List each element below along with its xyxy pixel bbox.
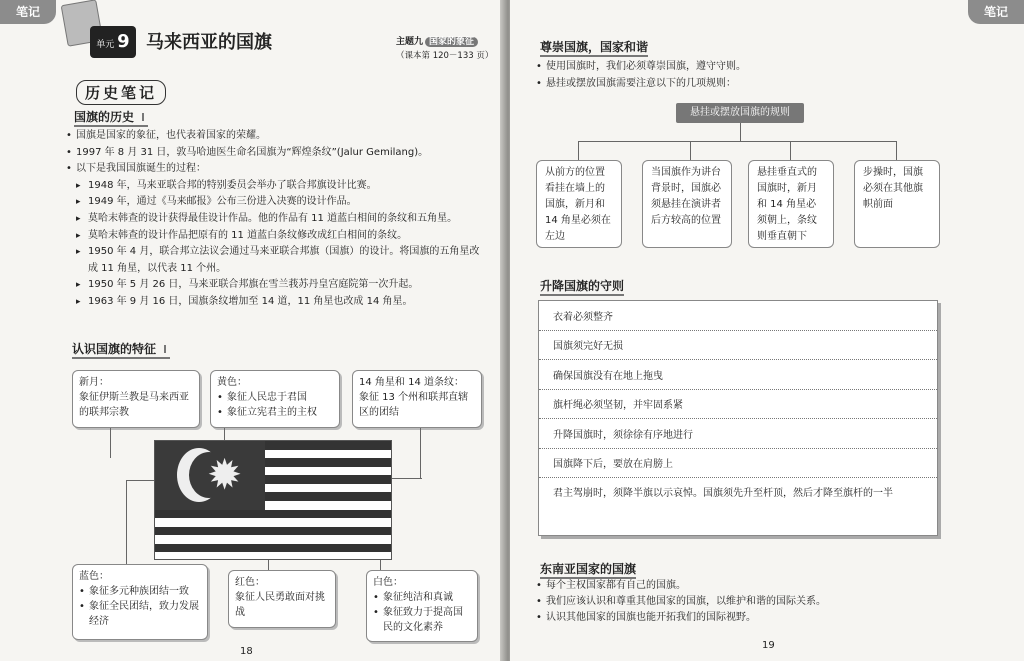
list-item: 衣着必须整齐: [539, 301, 937, 331]
box-text: 象征 13 个州和联邦直辖区的团结: [359, 392, 469, 418]
star-icon: ✹: [207, 450, 243, 499]
unit-badge: [90, 26, 136, 58]
notes-tab-right: 笔记: [968, 0, 1024, 24]
connector-line: [690, 141, 691, 160]
section-raising: 升降国旗的守则: [540, 277, 624, 296]
page-number-right: 19: [762, 640, 775, 651]
list-item: • 悬挂或摆放国旗需要注意以下的几项规则：: [536, 75, 936, 92]
box-text: 象征伊斯兰教是马来西亚的联邦宗教: [79, 392, 189, 418]
list-item: 君主驾崩时，须降半旗以示哀悼。国旗须先升至杆顶，然后才降至旗杆的一半: [553, 487, 893, 499]
flag-stripe: [155, 510, 391, 519]
connector-line: [420, 428, 421, 478]
list-item: ▸ 1950 年 4 月，联合邦立法议会通过马来亚联合邦旗（国旗）的设计。将国旗的五角星改成 11 角星，以代表 11 个州。: [66, 244, 486, 277]
unit-number: 9: [117, 31, 130, 52]
malaysia-flag: [154, 440, 392, 560]
list-item: ▸ 莫哈末韩查的设计作品把原有的 11 道蓝白条纹修改成红白相间的条纹。: [66, 228, 486, 245]
connector-line: [578, 141, 896, 142]
theme-info: [396, 34, 494, 61]
unit-title: 马来西亚的国旗: [146, 32, 272, 53]
history-notes-title: 历史笔记: [76, 80, 166, 105]
theme-label: 主题九: [396, 37, 424, 47]
list-item: • 象征立宪君主的主权: [217, 405, 333, 420]
list-item: • 象征全民团结，致力发展经济: [79, 599, 201, 629]
left-page: [0, 0, 506, 661]
flag-stripe: [155, 544, 391, 553]
box-title: 蓝色：: [79, 571, 109, 582]
connector-line: [740, 123, 741, 141]
connector-line: [790, 141, 791, 160]
asean-list: [536, 578, 956, 626]
connector-line: [126, 480, 127, 564]
list-item: • 象征多元种族团结一致: [79, 584, 201, 599]
white-box: [366, 570, 478, 642]
connector-line: [896, 141, 897, 160]
list-item: ▸ 1949 年，通过《马来邮报》公布三份进入决赛的设计作品。: [66, 194, 486, 211]
box-title: 新月：: [79, 377, 109, 388]
box-title: 红色：: [235, 577, 265, 588]
box-title: 黄色：: [217, 377, 247, 388]
rule-box: 步操时，国旗必须在其他旗帜前面: [854, 160, 940, 248]
connector-line: [380, 560, 381, 570]
section-asean: 东南亚国家的国旗: [540, 560, 636, 579]
list-item: • 每个主权国家都有自己的国旗。: [536, 578, 956, 594]
star-stripes-box: [352, 370, 482, 428]
section-respect: 尊崇国旗，国家和谐: [540, 38, 648, 57]
theme-tag: 国家的象征: [425, 37, 478, 47]
list-item: 国旗降下后，要放在肩膀上: [539, 449, 937, 479]
blue-box: [72, 564, 208, 640]
list-item: ▸ 莫哈末韩查的设计获得最佳设计作品。他的作品有 11 道蓝白相间的条纹和五角星。: [66, 211, 486, 228]
connector-line: [110, 428, 111, 458]
list-item: ▸ 1963 年 9 月 16 日，国旗条纹增加至 14 道，11 角星也改成 14 角星。: [66, 294, 486, 311]
list-item: • 1997 年 8 月 31 日，敦马哈迪医生命名国旗为“辉煌条纹”(Jalur Gemilang)。: [66, 145, 486, 162]
rule-box: 当国旗作为讲台背景时，国旗必须悬挂在演讲者后方较高的位置: [642, 160, 732, 248]
rule-box: 悬挂垂直式的国旗时，新月和 14 角星必须朝上，条纹则垂直朝下: [748, 160, 834, 248]
list-item: ▸ 1948 年，马来亚联合邦的特别委员会举办了联合邦旗设计比赛。: [66, 178, 486, 195]
list-item: 确保国旗没有在地上拖曳: [539, 360, 937, 390]
flag-stripe: [155, 527, 391, 536]
red-box: [228, 570, 336, 628]
crescent-moon-box: [72, 370, 200, 428]
box-text: 象征人民勇敢面对挑战: [235, 592, 325, 618]
list-item: • 认识其他国家的国旗也能开拓我们的国际视野。: [536, 610, 956, 626]
list-item: 国旗须完好无损: [539, 331, 937, 361]
connector-line: [268, 560, 269, 570]
box-title: 14 角星和 14 道条纹：: [359, 377, 464, 388]
connector-line: [126, 480, 154, 481]
flag-canton: [155, 441, 265, 510]
textbook-reference: （课本第 120－133 页）: [396, 51, 494, 61]
list-item: ▸ 1950 年 5 月 26 日，马来亚联合邦旗在雪兰莪苏丹皇宫庭院第一次升起。: [66, 277, 486, 294]
history-list: [66, 128, 486, 311]
list-item: • 国旗是国家的象征，也代表着国家的荣耀。: [66, 128, 486, 145]
connector-line: [578, 141, 579, 160]
list-item: 旗杆绳必须坚韧，并牢固系紧: [539, 390, 937, 420]
raising-rules-box: [538, 300, 938, 536]
notes-tab-left: 笔记: [0, 0, 56, 24]
section-flag-history: 国旗的历史: [74, 108, 148, 127]
respect-list: [536, 58, 936, 92]
unit-label: 单元: [96, 40, 115, 50]
list-item: 升降国旗时，须徐徐有序地进行: [539, 419, 937, 449]
list-item: • 我们应该认识和尊重其他国家的国旗，以维护和谐的国际关系。: [536, 594, 956, 610]
list-item: • 以下是我国国旗诞生的过程：: [66, 161, 486, 178]
section-flag-features: 认识国旗的特征: [72, 340, 170, 359]
list-item: • 象征人民忠于君国: [217, 390, 333, 405]
box-title: 白色：: [373, 577, 403, 588]
page-number-left: 18: [240, 646, 253, 657]
rule-banner: 悬挂或摆放国旗的规则: [676, 103, 804, 123]
list-item: • 象征致力于提高国民的文化素养: [373, 605, 471, 635]
list-item: • 象征纯洁和真诚: [373, 590, 471, 605]
rule-box: 从前方的位置看挂在墙上的国旗，新月和 14 角星必须在左边: [536, 160, 622, 248]
yellow-box: [210, 370, 340, 428]
connector-line: [392, 478, 422, 479]
list-item: • 使用国旗时，我们必须尊崇国旗，遵守守则。: [536, 58, 936, 75]
